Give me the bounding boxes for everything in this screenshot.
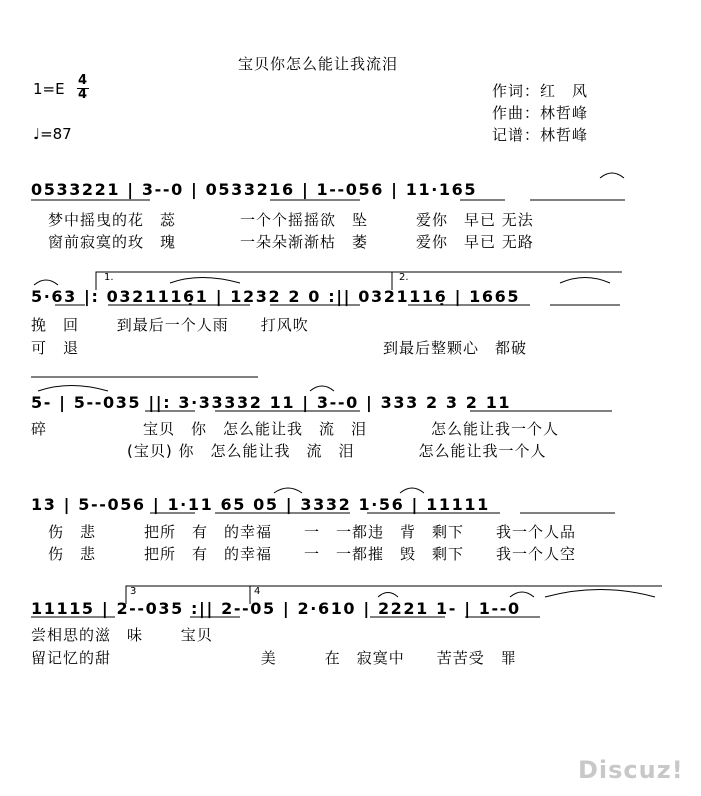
lyrics-line-4b: 伤 悲 把所 有 的幸福 一 一都摧 毁 剩下 我一个人空 (48, 545, 577, 563)
lyrics-line-5b: 留记忆的甜 美 在 寂寞中 苦苦受 罪 (31, 649, 517, 667)
lyrics-line-2a: 挽 回 到最后一个人雨 打风吹 (31, 316, 309, 334)
lyrics-line-3a: 碎 宝贝 你 怎么能让我 流 泪 怎么能让我一个人 (31, 420, 560, 438)
composer-credit: 作曲：林哲峰 (492, 104, 589, 122)
lyrics-line-5a: 尝相思的滋 味 宝贝 (31, 626, 213, 644)
volta-label-3: 3 (130, 586, 137, 597)
notation-line-5: 11115 | 2--035 :|| 2--05 | 2·610 | 2221 1- | 1--0 (31, 599, 521, 618)
tempo-marking: ♩=87 (33, 125, 72, 143)
lyrics-line-3b: (宝贝) 你 怎么能让我 流 泪 怎么能让我一个人 (31, 442, 547, 460)
forum-watermark: Discuz! (578, 756, 684, 784)
notation-line-3: 5- | 5--035 ||: 3·33332 11 | 3--0 | 333 2 3 2 11 (31, 393, 512, 412)
notation-line-4: 13 | 5--056 | 1·11 65 05 | 3332 1·56 | 11111 (31, 495, 490, 514)
lyricist-credit: 作词：红 风 (492, 82, 589, 100)
transcriber-credit: 记谱：林哲峰 (492, 126, 589, 144)
volta-label-1: 1. (104, 272, 114, 283)
volta-label-2: 2. (399, 272, 409, 283)
lyrics-line-2b: 可 退 到最后整颗心 都破 (31, 339, 528, 357)
lyrics-line-1b: 窗前寂寞的玫 瑰 一朵朵渐渐枯 萎 爱你 早已 无路 (48, 233, 534, 251)
song-title: 宝贝你怎么能让我流泪 (238, 55, 399, 73)
lyrics-line-4a: 伤 悲 把所 有 的幸福 一 一都违 背 剩下 我一个人品 (48, 523, 577, 541)
lyrics-line-1a: 梦中摇曳的花 蕊 一个个摇摇欲 坠 爱你 早已 无法 (48, 211, 534, 229)
notation-line-1: 0533221 | 3--0 | 0533216 | 1--056 | 11·165 (31, 180, 478, 199)
time-signature-top: 4 (78, 73, 88, 88)
volta-label-4: 4 (254, 586, 261, 597)
key-signature: 1=E (33, 80, 65, 98)
time-signature-bottom: 4 (78, 87, 88, 102)
notation-line-2: 5·63 |: 0321116̣1 | 1232 2 0 :|| 0321116̣ | 1665 (31, 287, 521, 306)
